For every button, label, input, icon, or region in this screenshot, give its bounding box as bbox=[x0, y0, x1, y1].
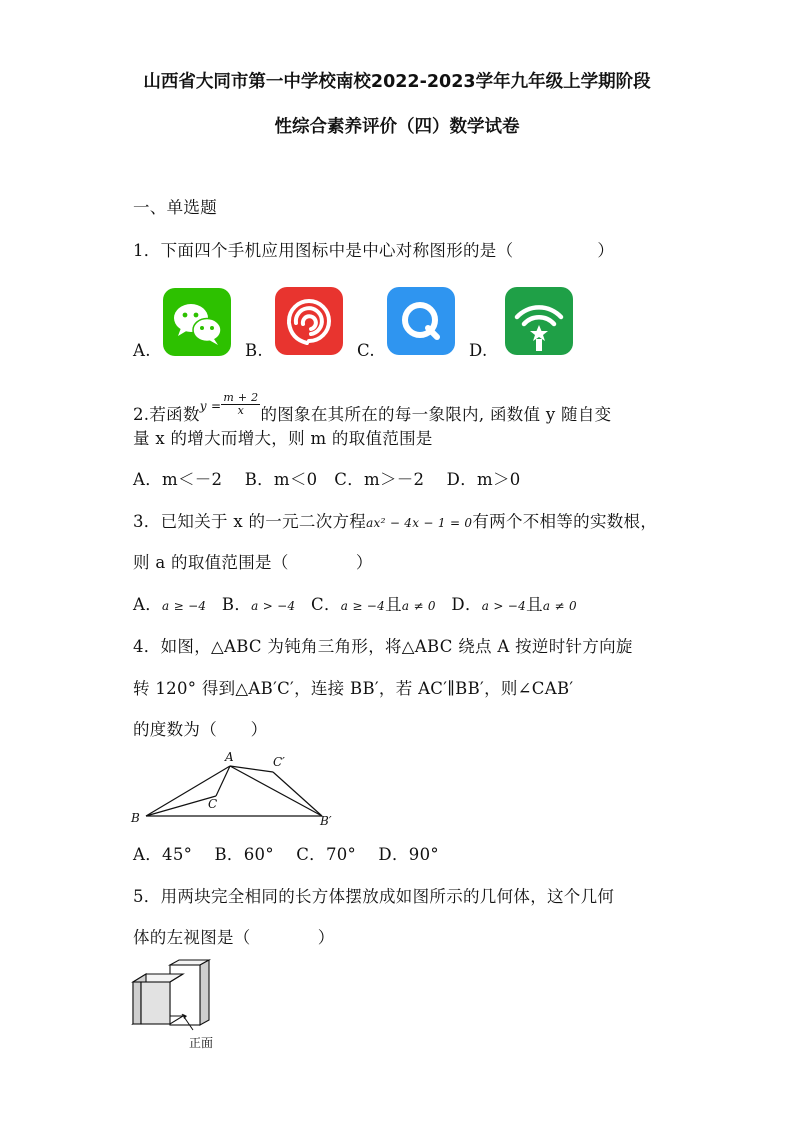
fig-label-c: C bbox=[208, 797, 218, 811]
question-4-options: A．45° B．60° C．70° D．90° bbox=[133, 845, 439, 864]
q1-option-c-label: C. bbox=[357, 341, 375, 360]
q1-option-d-label: D. bbox=[469, 341, 488, 360]
q2-suffix: 的图象在其所在的每一象限内, 函数值 y 随自变 bbox=[260, 405, 612, 424]
q2-prefix: 2.若函数 bbox=[133, 405, 200, 424]
front-view-label: 正面 bbox=[189, 1036, 214, 1050]
question-5-line-2: 体的左视图是（ ） bbox=[133, 928, 335, 947]
section-heading: 一、单选题 bbox=[133, 198, 217, 217]
page-title-line-1: 山西省大同市第一中学校南校2022-2023学年九年级上学期阶段 bbox=[143, 72, 651, 92]
q3-option-b: a > −4 bbox=[251, 599, 296, 613]
question-3-line-2: 则 a 的取值范围是（ ） bbox=[133, 553, 373, 572]
fig-label-b: B bbox=[131, 811, 140, 825]
question-4-line-1: 4．如图，△ABC 为钝角三角形，将△ABC 绕点 A 按逆时针方向旋 bbox=[133, 637, 633, 656]
question-4-line-2: 转 120° 得到△AB′C′，连接 BB′，若 AC′∥BB′，则∠CAB′ bbox=[133, 679, 574, 698]
q3-option-c-tail: a ≠ 0 bbox=[401, 599, 436, 613]
wechat-icon bbox=[163, 288, 231, 356]
q3-option-c-label: C． bbox=[311, 595, 341, 614]
q2-fraction-denominator: x bbox=[237, 404, 245, 417]
q3-suffix: 有两个不相等的实数根， bbox=[472, 512, 658, 531]
question-4-line-3: 的度数为（ ） bbox=[133, 720, 268, 739]
search-q-icon bbox=[387, 287, 455, 355]
question-2-options: A．m＜－2 B．m＜0 C．m＞－2 D．m＞0 bbox=[133, 470, 521, 489]
q1-option-a-label: A. bbox=[133, 341, 151, 360]
q3-option-a: a ≥ −4 bbox=[162, 599, 207, 613]
question-5-line-1: 5．用两块完全相同的长方体摆放成如图所示的几何体，这个几何 bbox=[133, 887, 615, 906]
q3-option-d-tail: a ≠ 0 bbox=[542, 599, 577, 613]
triangle-rotation-figure bbox=[128, 748, 343, 828]
fig-label-b-prime: B′ bbox=[320, 814, 332, 828]
q3-equation: ax² − 4x − 1 = 0 bbox=[366, 516, 473, 530]
q2-formula-lhs: y = bbox=[199, 399, 222, 413]
question-3-line-1 bbox=[133, 508, 657, 532]
q2-fraction-numerator: m + 2 bbox=[223, 391, 259, 404]
q3-option-d-label: D． bbox=[451, 595, 482, 614]
q3-option-c: a ≥ −4 bbox=[340, 599, 386, 613]
q3-option-d: a > −4 bbox=[481, 599, 527, 613]
q3-option-b-label: B． bbox=[221, 595, 252, 614]
question-1-stem: 1．下面四个手机应用图标中是中心对称图形的是（ ） bbox=[133, 241, 615, 260]
q3-option-c-and: 且 bbox=[385, 595, 402, 614]
q2-formula-fraction bbox=[221, 392, 260, 417]
q3-prefix: 3．已知关于 x 的一元二次方程 bbox=[133, 512, 367, 531]
sohu-swirl-icon bbox=[275, 287, 343, 355]
cuboid-figure bbox=[128, 958, 238, 1054]
q3-option-d-and: 且 bbox=[526, 595, 543, 614]
q1-option-b-label: B. bbox=[245, 341, 263, 360]
q3-option-a-label: A． bbox=[133, 595, 163, 614]
fig-label-a: A bbox=[225, 750, 234, 764]
question-2-line-2: 量 x 的增大而增大，则 m 的取值范围是 bbox=[133, 429, 433, 448]
fig-label-c-prime: C′ bbox=[273, 755, 285, 769]
wifi-signal-icon bbox=[505, 287, 573, 355]
page-title-line-2: 性综合素养评价（四）数学试卷 bbox=[274, 117, 520, 137]
question-2-line-1 bbox=[133, 392, 611, 425]
question-3-options bbox=[133, 591, 577, 615]
